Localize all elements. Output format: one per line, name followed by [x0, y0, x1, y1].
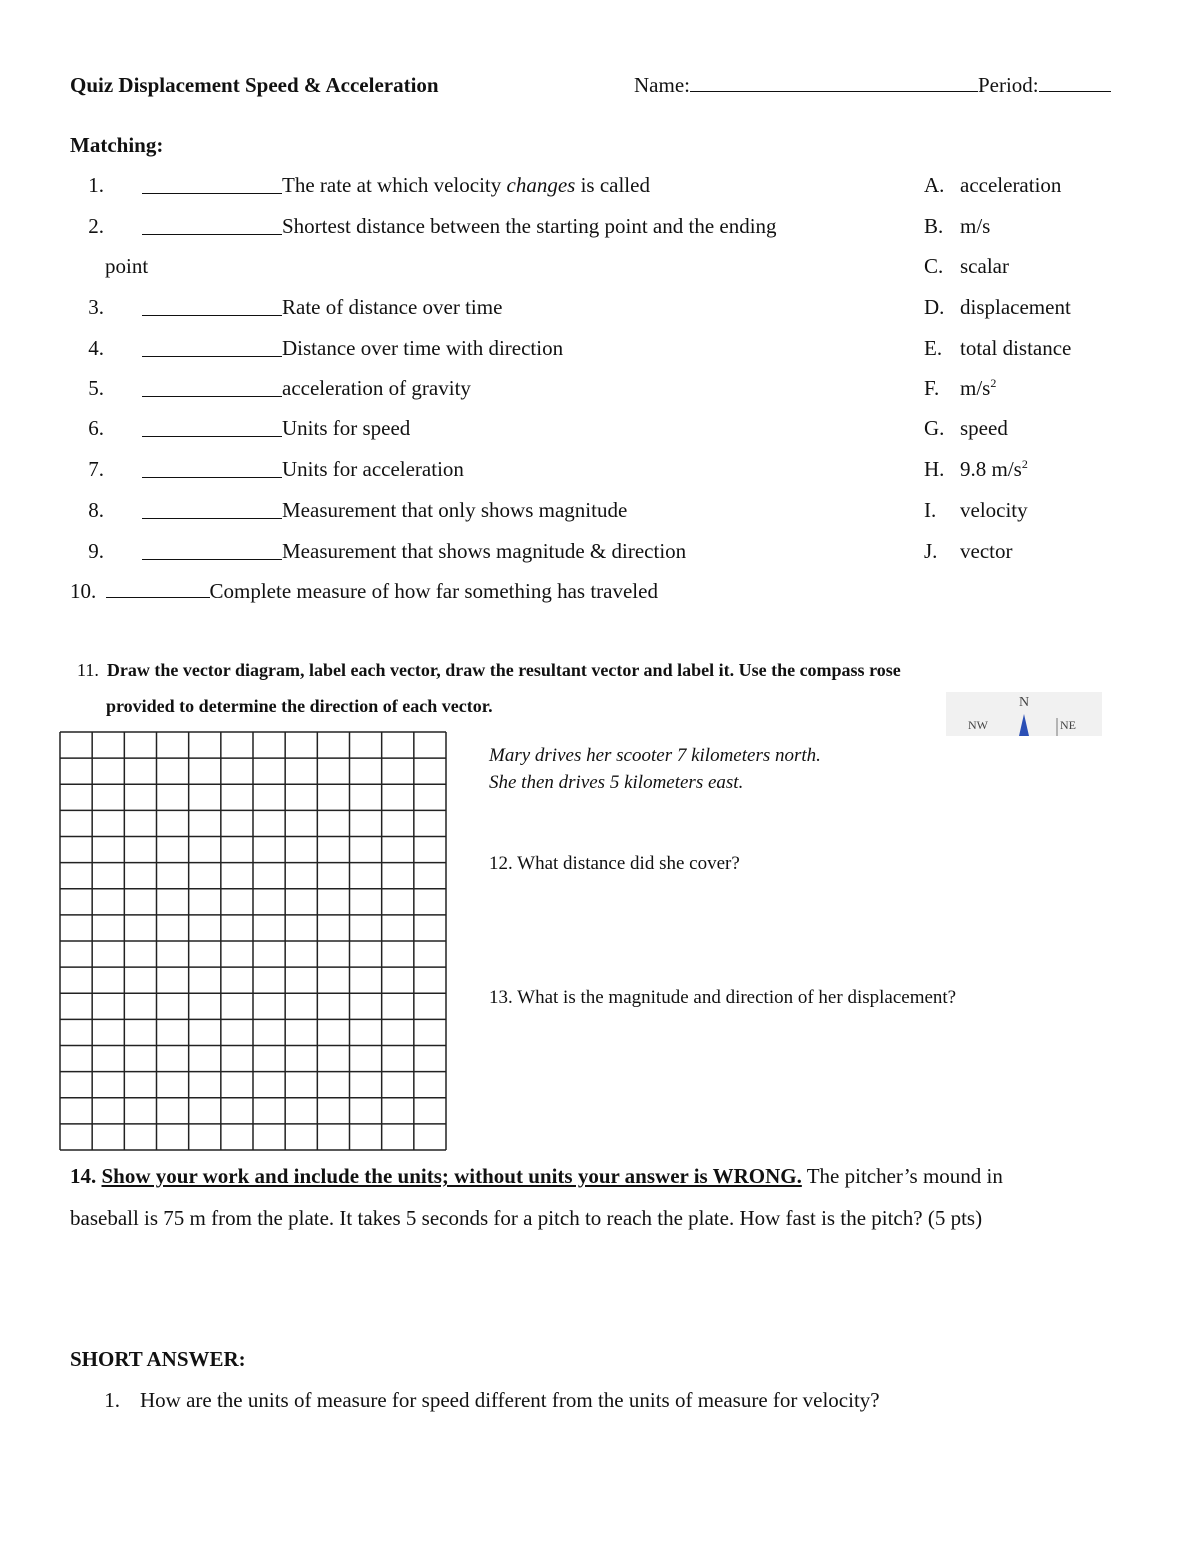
quiz-title: Quiz Displacement Speed & Acceleration	[70, 73, 439, 97]
question-14-instruction: Show your work and include the units; without units your answer is WRONG.	[101, 1164, 802, 1188]
vector-diagram-grid[interactable]	[59, 731, 449, 1151]
answer-choice-f: F. $m/s^2$	[924, 376, 997, 400]
name-period-line	[634, 73, 1111, 98]
answer-blank[interactable]	[106, 579, 210, 598]
matching-heading: Matching:	[70, 133, 164, 157]
compass-nw-label: NW	[968, 718, 988, 732]
question-14-line-2: baseball is 75 m from the plate. It takes 5 seconds for a pitch to reach the plate. How fast is the pitch? (5 pts)	[70, 1206, 983, 1230]
answer-blank[interactable]	[142, 541, 282, 560]
question-11-line-1: 11. Draw the vector diagram, label each vector, draw the resultant vector and label it. Use the compass rose	[77, 660, 901, 680]
question-13: 13. What is the magnitude and direction of her displacement?	[489, 987, 957, 1008]
name-label: Name:	[634, 73, 690, 97]
answer-blank[interactable]	[142, 418, 282, 437]
compass-ne-tick	[1056, 718, 1060, 736]
answer-blank[interactable]	[142, 216, 282, 235]
period-field[interactable]	[1039, 73, 1111, 92]
compass-rose	[946, 692, 1102, 736]
answer-blank[interactable]	[142, 378, 282, 397]
answer-choice-g: G. speed	[924, 416, 1008, 440]
period-label: Period:	[977, 73, 1039, 97]
answer-choice-i: I. velocity	[924, 498, 1028, 522]
question-12: 12. What distance did she cover?	[489, 853, 740, 874]
name-field[interactable]	[690, 73, 978, 92]
compass-ne-label: NE	[1060, 718, 1076, 732]
answer-blank[interactable]	[142, 297, 282, 316]
question-11-line-2: provided to determine the direction of each vector.	[106, 696, 493, 716]
answer-blank[interactable]	[142, 500, 282, 519]
answer-choice-b: B. m/s	[924, 214, 991, 238]
answer-blank[interactable]	[142, 338, 282, 357]
matching-question-2-wrap: point	[105, 254, 149, 278]
answer-blank[interactable]	[142, 459, 282, 478]
matching-question-10: 10. Complete measure of how far something has traveled	[70, 579, 658, 603]
compass-arrow-icon	[1016, 714, 1032, 736]
short-answer-heading: SHORT ANSWER:	[70, 1347, 246, 1371]
answer-blank[interactable]	[142, 175, 282, 194]
answer-choice-h: H. 9.8 $m/s^2$	[924, 457, 1028, 481]
answer-choice-c: C. scalar	[924, 254, 1009, 278]
answer-choice-e: E. total distance	[924, 336, 1072, 360]
answer-choice-j: J. vector	[924, 539, 1013, 563]
question-14-line-1: 14. Show your work and include the units; without units your answer is WRONG. The pitcher’s mound in	[70, 1164, 1003, 1188]
story-line-2: She then drives 5 kilometers east.	[489, 772, 744, 793]
story-line-1: Mary drives her scooter 7 kilometers north.	[489, 745, 821, 766]
answer-choice-d: D. displacement	[924, 295, 1071, 319]
answer-choice-a: A. acceleration	[924, 173, 1062, 197]
compass-n-label: N	[1019, 695, 1030, 710]
